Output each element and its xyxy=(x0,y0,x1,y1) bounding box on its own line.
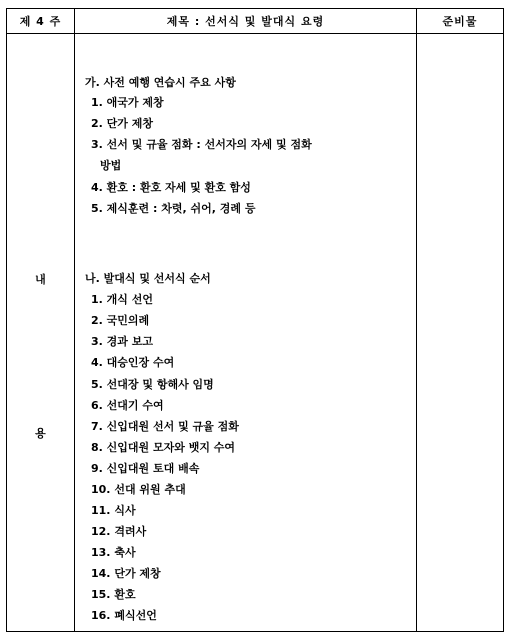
lesson-plan-table xyxy=(6,8,504,632)
content-label-top: 내 xyxy=(35,273,46,286)
section-b-title: 나. 발대식 및 선서식 순서 xyxy=(85,272,211,285)
list-item: 1. 개식 선언 xyxy=(91,293,153,306)
list-item: 11. 식사 xyxy=(91,504,136,517)
list-item: 3. 경과 보고 xyxy=(91,335,153,348)
body-row xyxy=(7,34,504,632)
list-item: 4. 환호 : 환호 자세 및 환호 함성 xyxy=(91,181,251,194)
list-item: 8. 신입대원 모자와 뱃지 수여 xyxy=(91,441,236,454)
preparation-header: 준비물 xyxy=(417,9,504,34)
list-item: 4. 대승인장 수여 xyxy=(91,356,175,369)
list-item: 10. 선대 위원 추대 xyxy=(91,483,186,496)
list-item: 15. 환호 xyxy=(91,588,136,601)
list-item: 5. 제식훈련 : 차렷, 쉬어, 경례 등 xyxy=(91,202,256,215)
list-item-continuation: 방법 xyxy=(100,159,122,172)
list-item: 14. 단가 제창 xyxy=(91,567,161,580)
list-item: 7. 신입대원 선서 및 규율 점화 xyxy=(91,420,239,433)
header-row xyxy=(7,9,504,34)
list-item: 3. 선서 및 규율 점화 : 선서자의 자세 및 점화 xyxy=(91,138,312,151)
list-item: 6. 선대기 수여 xyxy=(91,399,164,412)
list-item: 5. 선대장 및 항해사 임명 xyxy=(91,378,214,391)
list-item: 16. 폐식선언 xyxy=(91,609,157,622)
title-header: 제목 : 선서식 및 발대식 요령 xyxy=(75,9,417,34)
list-item: 12. 격려사 xyxy=(91,525,147,538)
list-item: 9. 신입대원 토대 배속 xyxy=(91,462,200,475)
content-label-bottom: 용 xyxy=(35,427,46,440)
content-label-cell xyxy=(7,34,75,632)
section-a-title: 가. 사전 예행 연습시 주요 사항 xyxy=(85,76,236,89)
content-cell xyxy=(75,34,417,632)
list-item: 2. 단가 제창 xyxy=(91,117,153,130)
list-item: 1. 애국가 제창 xyxy=(91,96,164,109)
list-item: 2. 국민의례 xyxy=(91,314,150,327)
week-header: 제 4 주 xyxy=(7,9,75,34)
list-item: 13. 축사 xyxy=(91,546,136,559)
preparation-cell xyxy=(417,34,504,632)
